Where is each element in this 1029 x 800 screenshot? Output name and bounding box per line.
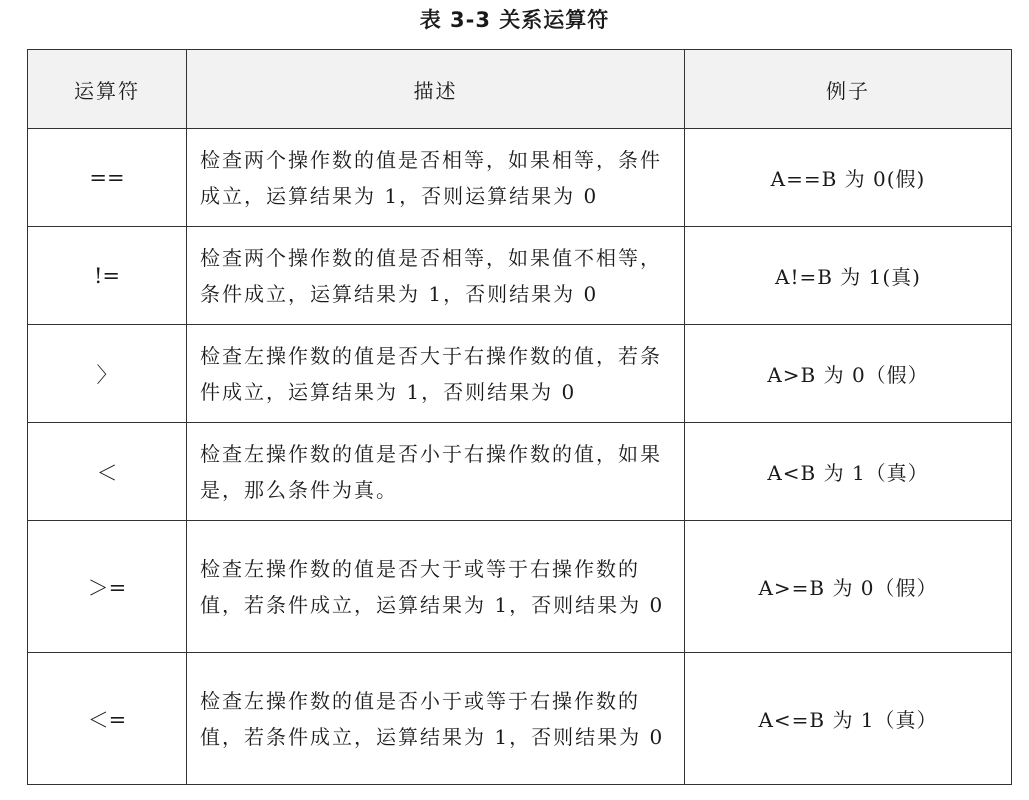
header-operator: 运算符	[28, 50, 187, 129]
header-description: 描述	[187, 50, 685, 129]
operator-cell: ==	[28, 129, 187, 227]
table-row	[28, 521, 1012, 653]
table-row	[28, 129, 1012, 227]
example-cell: A<=B 为 1（真）	[685, 653, 1012, 785]
header-example: 例子	[685, 50, 1012, 129]
table-row	[28, 653, 1012, 785]
operator-cell: ＜=	[28, 653, 187, 785]
operator-cell: ＜	[28, 423, 187, 521]
example-cell: A!=B 为 1(真)	[685, 227, 1012, 325]
header-row	[28, 50, 1012, 129]
description-cell: 检查两个操作数的值是否相等，如果值不相等，条件成立，运算结果为 1，否则结果为 0	[187, 227, 685, 325]
example-cell: A==B 为 0(假)	[685, 129, 1012, 227]
description-cell: 检查左操作数的值是否大于或等于右操作数的值，若条件成立，运算结果为 1，否则结果为 0	[187, 521, 685, 653]
table-row	[28, 325, 1012, 423]
operator-cell: !=	[28, 227, 187, 325]
example-cell: A<B 为 1（真）	[685, 423, 1012, 521]
table-caption: 表 3-3 关系运算符	[419, 8, 610, 32]
description-cell: 检查左操作数的值是否大于右操作数的值，若条件成立，运算结果为 1，否则结果为 0	[187, 325, 685, 423]
description-cell: 检查两个操作数的值是否相等，如果相等，条件成立，运算结果为 1，否则运算结果为 0	[187, 129, 685, 227]
description-cell: 检查左操作数的值是否小于右操作数的值，如果是，那么条件为真。	[187, 423, 685, 521]
description-cell: 检查左操作数的值是否小于或等于右操作数的值，若条件成立，运算结果为 1，否则结果为 0	[187, 653, 685, 785]
example-cell: A>B 为 0（假）	[685, 325, 1012, 423]
operator-cell: 〉	[28, 325, 187, 423]
operator-cell: ＞=	[28, 521, 187, 653]
example-cell: A>=B 为 0（假）	[685, 521, 1012, 653]
table-row	[28, 227, 1012, 325]
table-row	[28, 423, 1012, 521]
relational-operators-table	[27, 49, 1012, 785]
